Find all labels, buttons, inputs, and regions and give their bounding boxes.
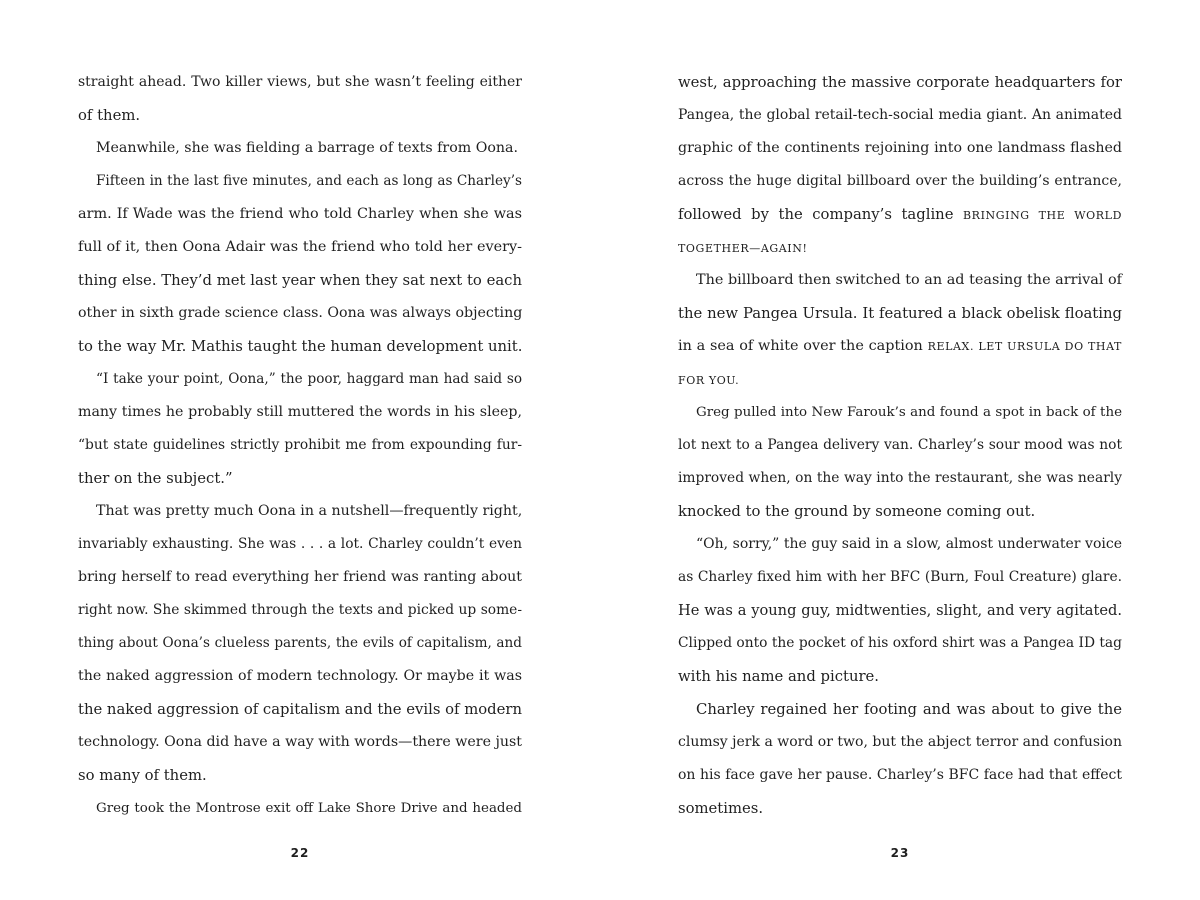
left-line-17: right now. She skimmed through the texts and picked up some- [78, 602, 522, 618]
right-line-17: He was a young guy, midtwenties, slight, and very agitated. [678, 602, 1122, 619]
left-line-11: many times he probably still muttered the words in his sleep, [78, 404, 522, 420]
right-line-22: on his face gave her pause. Charley’s BFC face had that effect [678, 767, 1122, 783]
left-line-6: full of it, then Oona Adair was the friend who told her every- [78, 239, 522, 255]
right-line-10 [678, 363, 1122, 396]
right-line-14: knocked to the ground by someone coming out. [678, 503, 1036, 520]
left-line-4: Fifteen in the last five minutes, and each as long as Charley’s [96, 173, 522, 189]
left-line-19: the naked aggression of modern technology. Or maybe it was [78, 668, 522, 684]
tagline-small-caps-1: BRINGING THE WORLD [963, 209, 1122, 222]
right-page-number: 23 [890, 846, 910, 860]
left-line-21: technology. Oona did have a way with words—there were just [78, 734, 522, 750]
caption-small-caps-2: FOR YOU. [678, 374, 740, 387]
right-line-4: across the huge digital billboard over the building’s entrance, [678, 173, 1122, 189]
left-page [78, 0, 522, 900]
right-line-3: graphic of the continents rejoining into one landmass flashed [678, 140, 1122, 156]
right-line-20: Charley regained her footing and was about to give the [696, 701, 1122, 718]
right-line-18: Clipped onto the pocket of his oxford shirt was a Pangea ID tag [678, 635, 1122, 651]
left-line-14: That was pretty much Oona in a nutshell—frequently right, [96, 503, 523, 519]
left-line-10: “I take your point, Oona,” the poor, haggard man had said so [96, 371, 522, 387]
right-line-5-text: followed by the company’s tagline [678, 206, 954, 223]
right-line-9 [678, 330, 1122, 363]
left-line-15: invariably exhausting. She was . . . a lot. Charley couldn’t even [78, 536, 522, 552]
caption-small-caps-1: RELAX. LET URSULA DO THAT [927, 340, 1122, 353]
left-line-23: Greg took the Montrose exit off Lake Shore Drive and headed [96, 801, 522, 816]
left-line-2: of them. [78, 107, 141, 124]
right-line-6 [678, 231, 1122, 264]
right-line-15: “Oh, sorry,” the guy said in a slow, almost underwater voice [696, 536, 1122, 552]
right-line-23: sometimes. [678, 800, 764, 817]
right-line-16: as Charley fixed him with her BFC (Burn, Foul Creature) glare. [678, 569, 1122, 585]
left-line-7: thing else. They’d met last year when they sat next to each [78, 272, 522, 289]
tagline-small-caps-2: TOGETHER—AGAIN! [678, 242, 808, 255]
right-line-11: Greg pulled into New Farouk’s and found a spot in back of the [696, 405, 1122, 420]
left-line-16: bring herself to read everything her friend was ranting about [78, 569, 522, 585]
right-line-8: the new Pangea Ursula. It featured a black obelisk floating [678, 305, 1122, 322]
right-line-21: clumsy jerk a word or two, but the abject terror and confusion [678, 734, 1122, 750]
right-line-2: Pangea, the global retail-tech-social media giant. An animated [678, 107, 1122, 123]
left-line-3: Meanwhile, she was fielding a barrage of texts from Oona. [96, 140, 518, 156]
left-line-8: other in sixth grade science class. Oona was always objecting [78, 305, 523, 321]
right-line-7: The billboard then switched to an ad teasing the arrival of [696, 272, 1122, 288]
left-line-13: ther on the subject.” [78, 470, 233, 487]
left-line-22: so many of them. [78, 767, 207, 784]
right-line-5 [678, 198, 1122, 231]
right-line-12: lot next to a Pangea delivery van. Charley’s sour mood was not [678, 437, 1122, 453]
right-line-19: with his name and picture. [678, 668, 880, 685]
right-page [678, 0, 1122, 900]
right-line-13: improved when, on the way into the restaurant, she was nearly [678, 470, 1122, 486]
left-line-1: straight ahead. Two killer views, but she wasn’t feeling either [78, 74, 522, 90]
left-line-12: “but state guidelines strictly prohibit me from expounding fur- [78, 437, 522, 453]
right-line-1: west, approaching the massive corporate headquarters for [678, 74, 1122, 91]
left-page-number: 22 [290, 846, 310, 860]
left-line-20: the naked aggression of capitalism and the evils of modern [78, 701, 523, 718]
left-line-18: thing about Oona’s clueless parents, the evils of capitalism, and [78, 635, 522, 651]
right-line-9-text: in a sea of white over the caption [678, 338, 923, 354]
left-line-9: to the way Mr. Mathis taught the human development unit. [78, 338, 523, 355]
left-line-5: arm. If Wade was the friend who told Charley when she was [78, 206, 522, 222]
